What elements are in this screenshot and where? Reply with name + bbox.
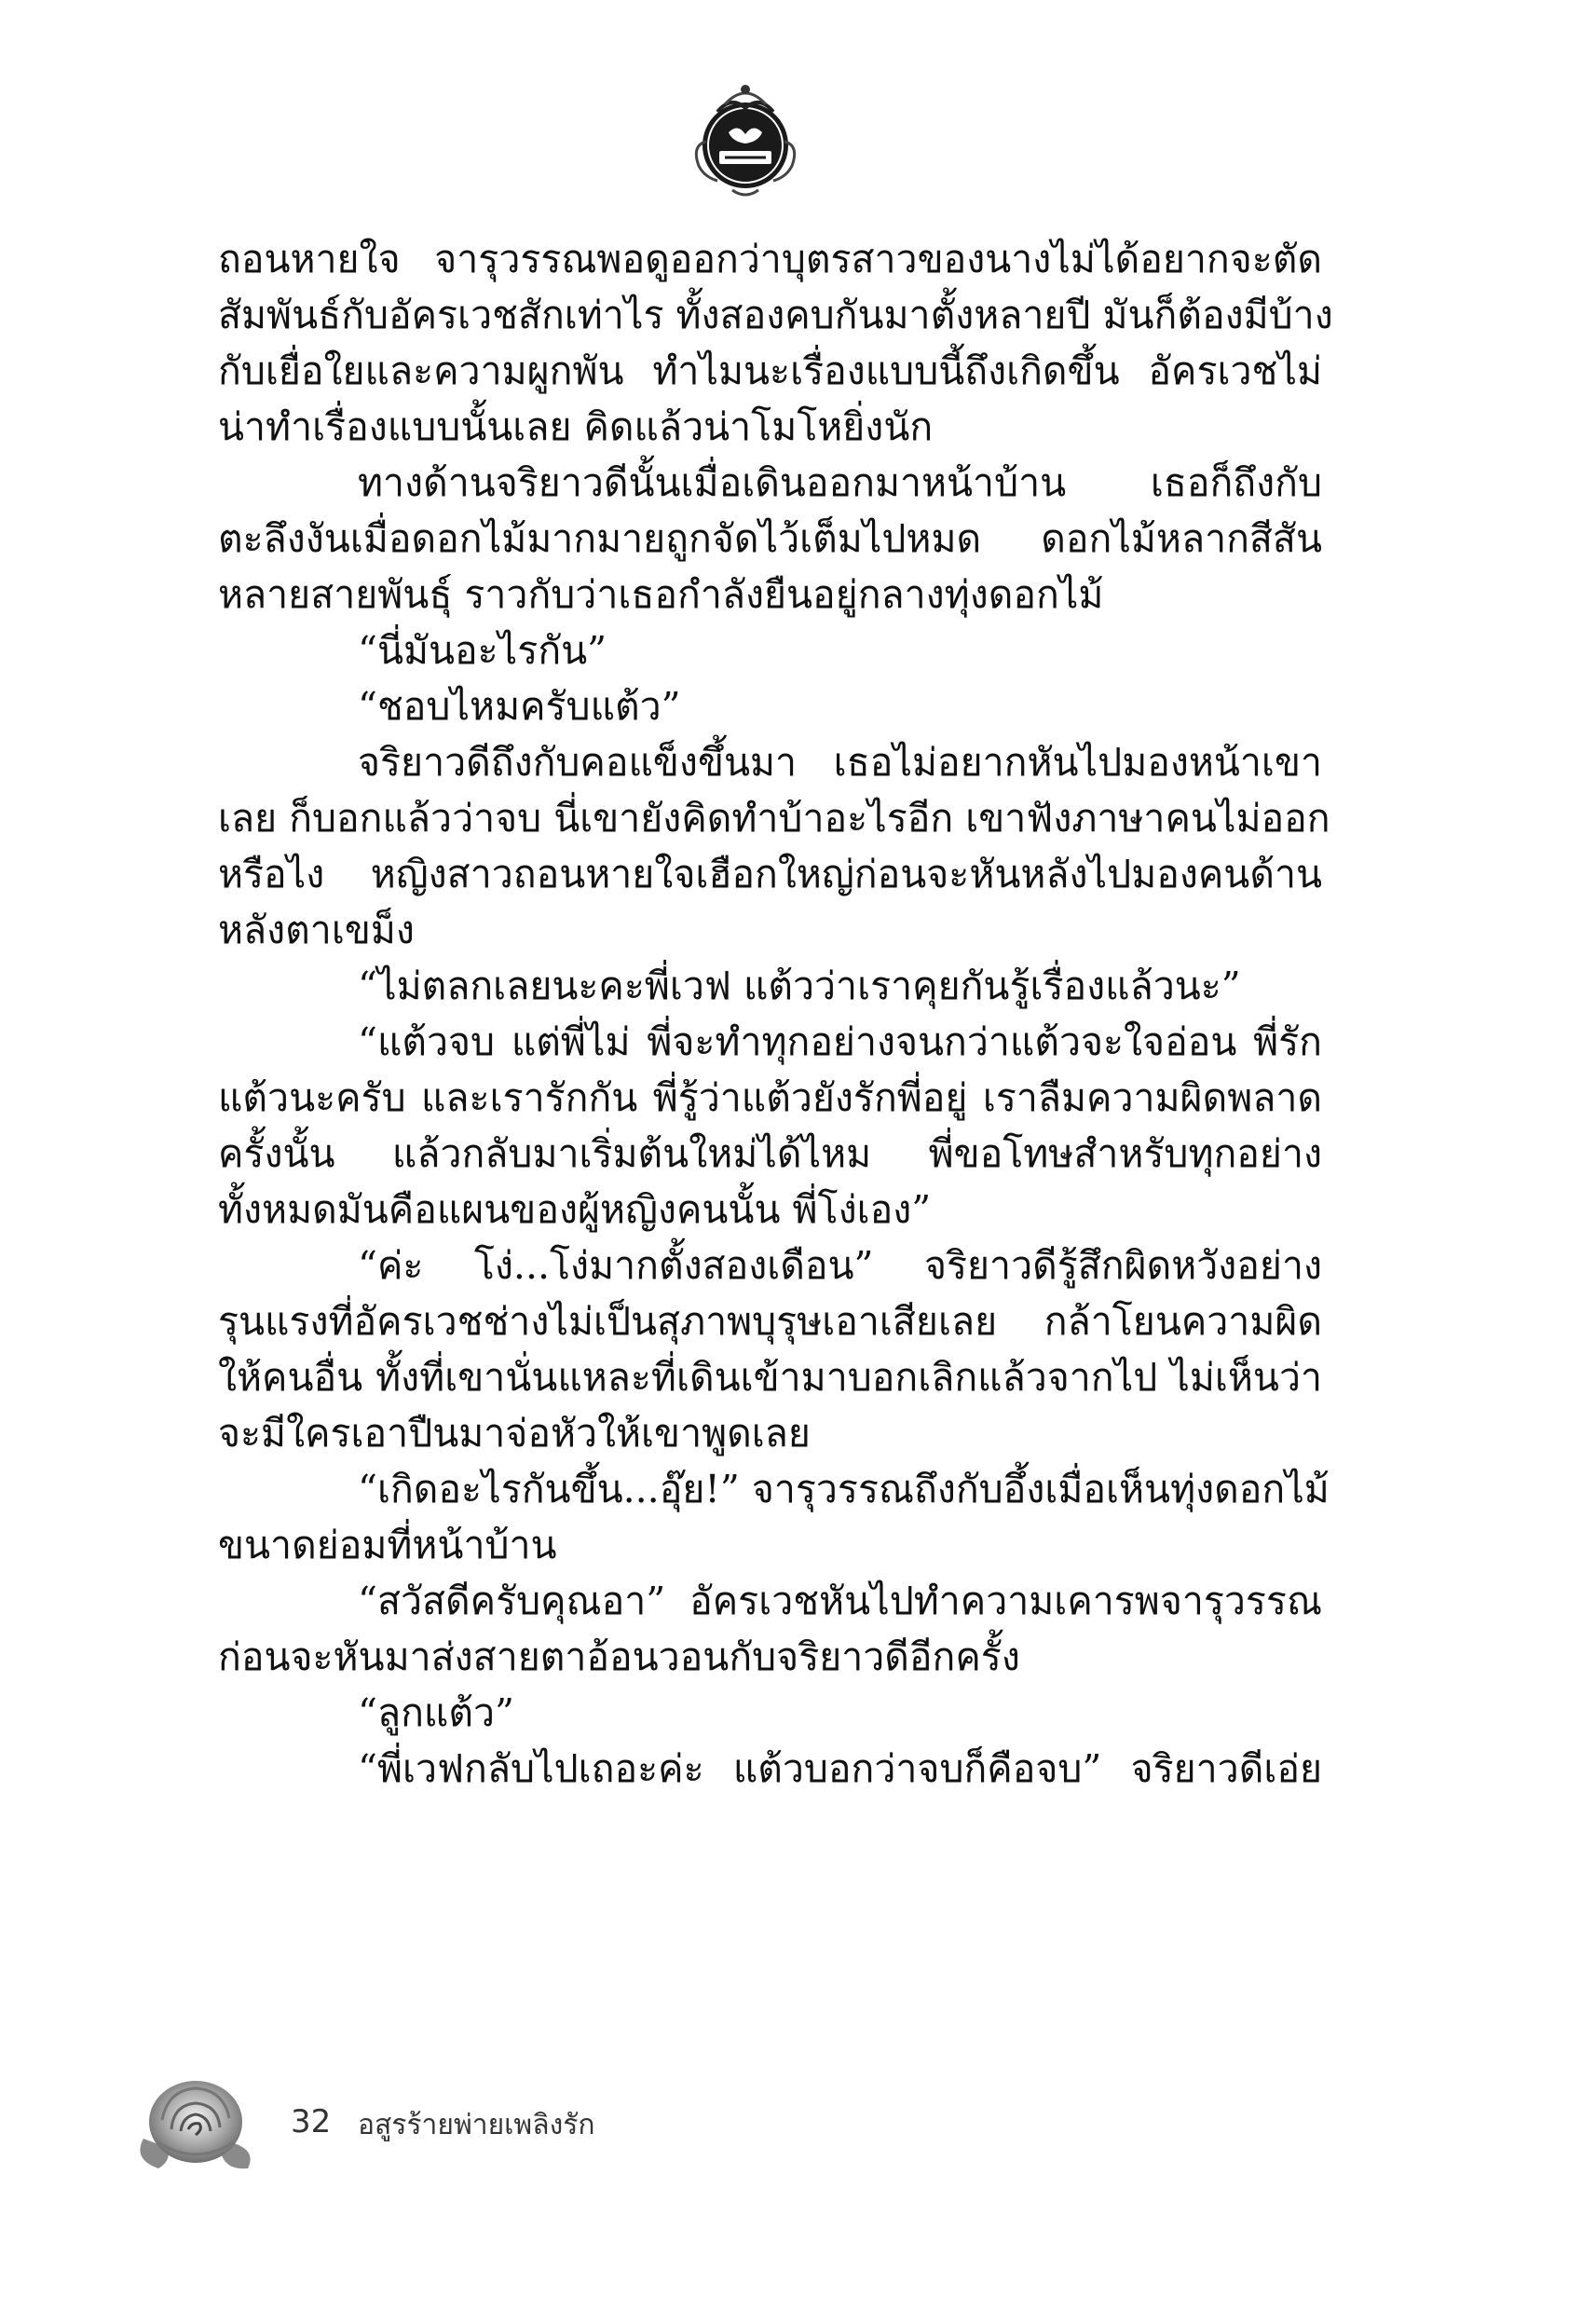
text-line: “ไม่ตลกเลยนะคะพี่เวฟ แต้วว่าเราคุยกันรู้เรื่องแล้วนะ” (358, 964, 1241, 1008)
text-line: จริยาวดีถึงกับคอแข็งขึ้นมา เธอไม่อยากหันไปมองหน้าเขา (358, 740, 1322, 785)
text-line: “เกิดอะไรกันขึ้น...อุ๊ย!” จารุวรรณถึงกับอึ้งเมื่อเห็นทุ่งดอกไม้ (358, 1467, 1330, 1511)
text-line: ถอนหายใจ จารุวรรณพอดูออกว่าบุตรสาวของนางไม่ได้อยากจะตัด (218, 237, 1322, 281)
text-line: กับเยื่อใยและความผูกพัน ทำไมนะเรื่องแบบนี้ถึงเกิดขึ้น อัครเวชไม่ (218, 349, 1322, 393)
rose-icon (130, 2064, 261, 2176)
text-line: ครั้งนั้น แล้วกลับมาเริ่มต้นใหม่ได้ไหม พี่ขอโทษสำหรับทุกอย่าง (218, 1131, 1322, 1176)
text-line: ตะลึงงันเมื่อดอกไม้มากมายถูกจัดไว้เต็มไปหมด ดอกไม้หลากสีสัน (218, 516, 1322, 561)
text-line: จะมีใครเอาปืนมาจ่อหัวให้เขาพูดเลย (218, 1411, 811, 1456)
text-line: ขนาดย่อมที่หน้าบ้าน (218, 1523, 557, 1567)
book-title: อสูรร้ายพ่ายเพลิงรัก (358, 2109, 595, 2141)
body-text (218, 231, 1333, 1797)
text-line: น่าทำเรื่องแบบนั้นเลย คิดแล้วน่าโมโหยิ่งนัก (218, 404, 934, 449)
text-line: ให้คนอื่น ทั้งที่เขานั่นแหละที่เดินเข้ามาบอกเลิกแล้วจากไป ไม่เห็นว่า (218, 1355, 1322, 1400)
text-line: เลย ก็บอกแล้วว่าจบ นี่เขายังคิดทำบ้าอะไรอีก เขาฟังภาษาคนไม่ออก (218, 796, 1330, 841)
text-line: “พี่เวฟกลับไปเถอะค่ะ แต้วบอกว่าจบก็คือจบ” จริยาวดีเอ่ย (358, 1746, 1322, 1791)
text-line: ทางด้านจริยาวดีนั้นเมื่อเดินออกมาหน้าบ้าน เธอก็ถึงกับ (358, 460, 1322, 505)
text-line: “นี่มันอะไรกัน” (358, 628, 607, 673)
text-line: หลังตาเขม็ง (218, 908, 415, 952)
text-line: “ค่ะ โง่...โง่มากตั้งสองเดือน” จริยาวดีรู้สึกผิดหวังอย่าง (358, 1243, 1322, 1288)
text-line: ทั้งหมดมันคือแผนของผู้หญิงคนนั้น พี่โง่เอง” (218, 1187, 932, 1232)
page-number: 32 (291, 2103, 332, 2140)
page-footer (130, 2064, 969, 2185)
text-line: “ลูกแต้ว” (358, 1690, 514, 1735)
text-line: หรือไง หญิงสาวถอนหายใจเฮือกใหญ่ก่อนจะหันหลังไปมองคนด้าน (218, 852, 1322, 896)
text-line: “ชอบไหมครับแต้ว” (358, 684, 681, 729)
text-line: หลายสายพันธุ์ ราวกับว่าเธอกำลังยืนอยู่กลางทุ่งดอกไม้ (218, 572, 1104, 617)
text-line: “แต้วจบ แต่พี่ไม่ พี่จะทำทุกอย่างจนกว่าแต้วจะใจอ่อน พี่รัก (358, 1019, 1322, 1064)
publisher-emblem-icon (680, 76, 811, 207)
text-line: สัมพันธ์กับอัครเวชสักเท่าไร ทั้งสองคบกันมาตั้งหลายปี มันก็ต้องมีบ้าง (218, 293, 1333, 337)
text-line: ก่อนจะหันมาส่งสายตาอ้อนวอนกับจริยาวดีอีกครั้ง (218, 1634, 1020, 1679)
text-line: “สวัสดีครับคุณอา” อัครเวชหันไปทำความเคารพจารุวรรณ (358, 1579, 1322, 1623)
text-line: แต้วนะครับ และเรารักกัน พี่รู้ว่าแต้วยังรักพี่อยู่ เราลืมความผิดพลาด (218, 1075, 1322, 1120)
text-line: รุนแรงที่อัครเวชช่างไม่เป็นสุภาพบุรุษเอาเสียเลย กล้าโยนความผิด (218, 1299, 1322, 1344)
